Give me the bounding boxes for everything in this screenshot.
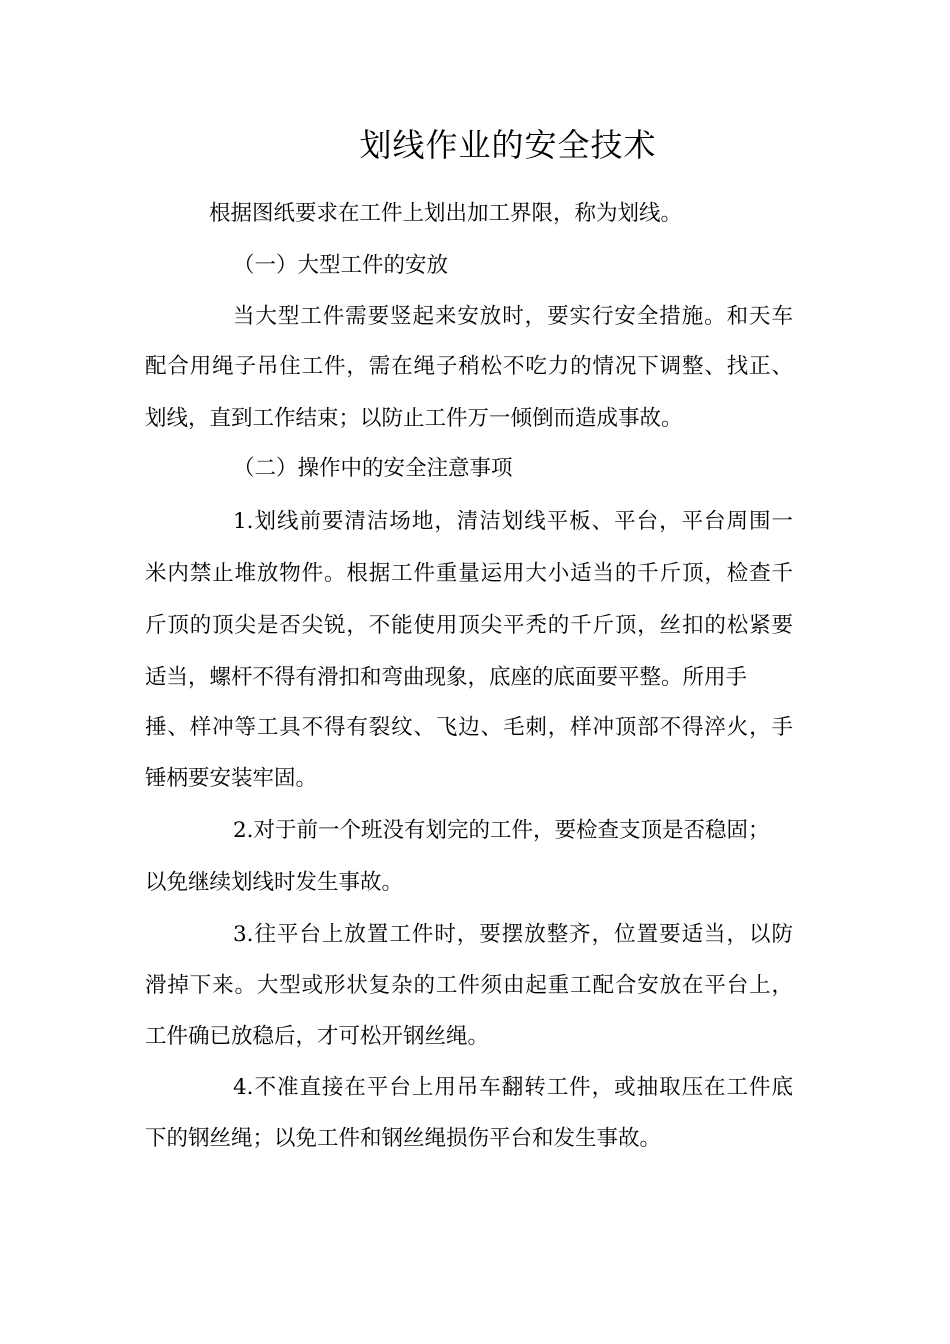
- paragraph-line: 当大型工件需要竖起来安放时，要实行安全措施。和天车: [233, 304, 793, 329]
- paragraph-line: 滑掉下来。大型或形状复杂的工件须由起重工配合安放在平台上，: [145, 973, 793, 998]
- paragraph-line: 以免继续划线时发生事故。: [145, 870, 404, 895]
- paragraph-line: 3.往平台上放置工件时，要摆放整齐，位置要适当，以防: [233, 922, 793, 947]
- paragraph-line: 斤顶的顶尖是否尖锐，不能使用顶尖平秃的千斤顶，丝扣的松紧要: [145, 613, 793, 638]
- document-title: 划线作业的安全技术: [359, 126, 657, 164]
- section-heading: （一）大型工件的安放: [233, 253, 449, 278]
- section-heading: （二）操作中的安全注意事项: [233, 456, 513, 481]
- paragraph-line: 配合用绳子吊住工件，需在绳子稍松不吃力的情况下调整、找正、: [145, 354, 793, 379]
- paragraph-line: 锤柄要安装牢固。: [145, 766, 318, 791]
- paragraph-line: 4.不准直接在平台上用吊车翻转工件，或抽取压在工件底: [233, 1075, 793, 1100]
- paragraph-line: 工件确已放稳后，才可松开钢丝绳。: [145, 1024, 490, 1049]
- paragraph-line: 下的钢丝绳；以免工件和钢丝绳损伤平台和发生事故。: [145, 1126, 662, 1151]
- paragraph-line: 划线，直到工作结束；以防止工件万一倾倒而造成事故。: [145, 406, 683, 431]
- paragraph-line: 米内禁止堆放物件。根据工件重量运用大小适当的千斤顶，检查千: [145, 561, 793, 586]
- paragraph-line: 捶、样冲等工具不得有裂纹、飞边、毛刺，样冲顶部不得淬火，手: [145, 715, 793, 740]
- paragraph-line: 2.对于前一个班没有划完的工件，要检查支顶是否稳固；: [233, 818, 770, 843]
- paragraph-line: 1.划线前要清洁场地，清洁划线平板、平台，平台周围一: [233, 509, 793, 534]
- paragraph-line: 根据图纸要求在工件上划出加工界限，称为划线。: [209, 201, 683, 226]
- paragraph-line: 适当，螺杆不得有滑扣和弯曲现象，底座的底面要平整。所用手: [145, 665, 748, 690]
